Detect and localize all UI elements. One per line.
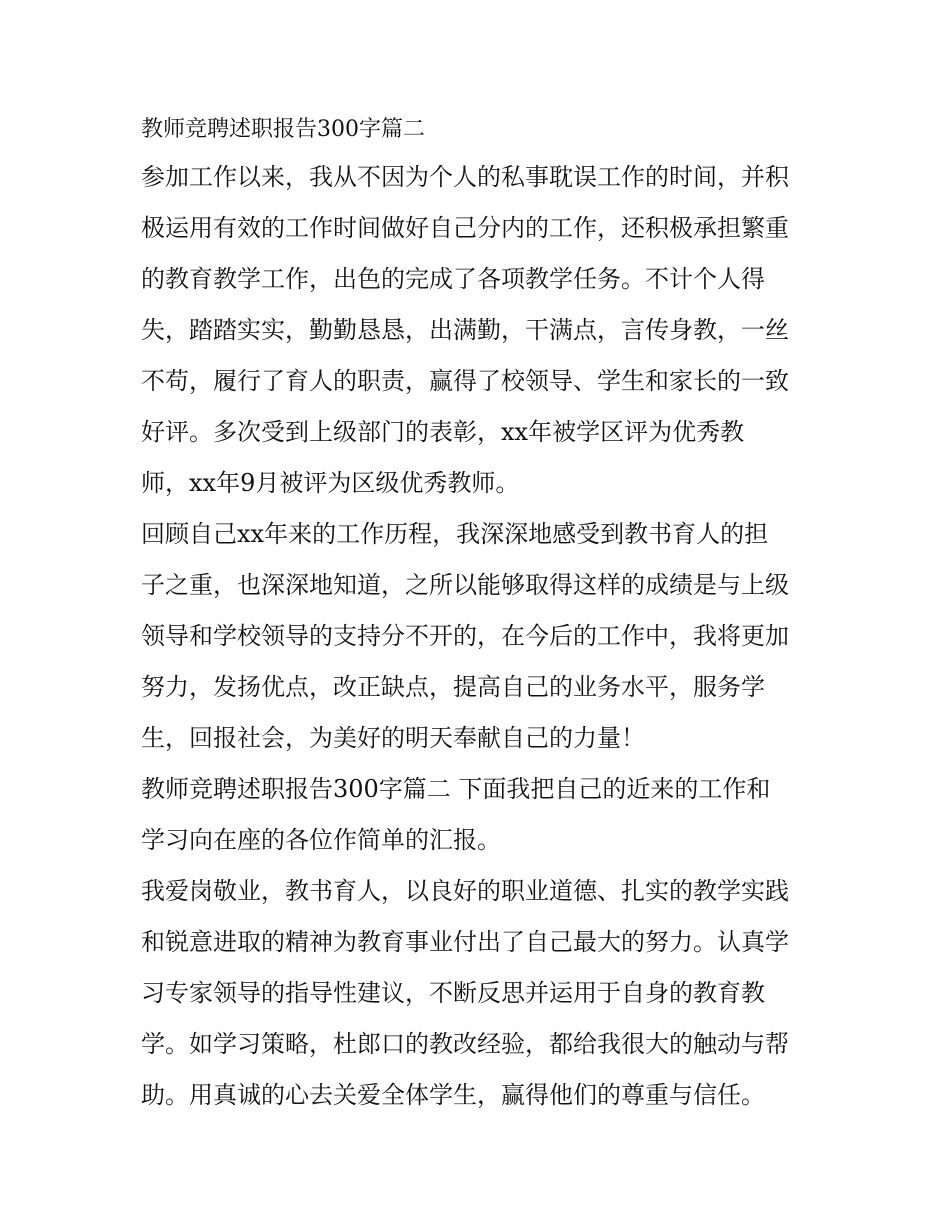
paragraph-line: 师，xx年9月被评为区级优秀教师。 bbox=[141, 469, 520, 497]
paragraph-line: 参加工作以来，我从不因为个人的私事耽误工作的时间，并积 bbox=[141, 163, 789, 191]
paragraph-line: 助。用真诚的心去关爱全体学生，赢得他们的尊重与信任。 bbox=[141, 1081, 765, 1109]
document-title: 教师竞聘述职报告300字篇二 bbox=[141, 117, 425, 142]
paragraph-line: 教师竞聘述职报告300字篇二 下面我把自己的近来的工作和 bbox=[141, 775, 771, 803]
paragraph-line: 回顾自己xx年来的工作历程，我深深地感受到教书育人的担 bbox=[141, 520, 769, 548]
paragraph-line: 极运用有效的工作时间做好自己分内的工作，还积极承担繁重 bbox=[141, 214, 789, 242]
paragraph-line: 习专家领导的指导性建议，不断反思并运用于自身的教育教 bbox=[141, 979, 765, 1007]
paragraph-line: 好评。多次受到上级部门的表彰，xx年被学区评为优秀教 bbox=[141, 418, 745, 446]
paragraph-line: 学习向在座的各位作简单的汇报。 bbox=[141, 826, 501, 854]
paragraph-line: 不苟，履行了育人的职责，赢得了校领导、学生和家长的一致 bbox=[141, 367, 789, 395]
paragraph-3 bbox=[141, 764, 821, 866]
document-body bbox=[141, 108, 821, 1121]
paragraph-line: 生，回报社会，为美好的明天奉献自己的力量！ bbox=[141, 724, 645, 752]
paragraph-line: 学。如学习策略，杜郎口的教改经验，都给我很大的触动与帮 bbox=[141, 1030, 789, 1058]
paragraph-line: 和锐意进取的精神为教育事业付出了自己最大的努力。认真学 bbox=[141, 928, 789, 956]
paragraph-2 bbox=[141, 509, 821, 764]
paragraph-line: 领导和学校领导的支持分不开的，在今后的工作中，我将更加 bbox=[141, 622, 789, 650]
paragraph-4 bbox=[141, 866, 821, 1121]
paragraph-line: 的教育教学工作，出色的完成了各项教学任务。不计个人得 bbox=[141, 265, 765, 293]
paragraph-line: 子之重，也深深地知道，之所以能够取得这样的成绩是与上级 bbox=[141, 571, 789, 599]
paragraph-1 bbox=[141, 152, 821, 509]
paragraph-line: 我爱岗敬业，教书育人，以良好的职业道德、扎实的教学实践 bbox=[141, 877, 789, 905]
paragraph-line: 努力，发扬优点，改正缺点，提高自己的业务水平，服务学 bbox=[141, 673, 765, 701]
paragraph-line: 失，踏踏实实，勤勤恳恳，出满勤，干满点，言传身教，一丝 bbox=[141, 316, 789, 344]
